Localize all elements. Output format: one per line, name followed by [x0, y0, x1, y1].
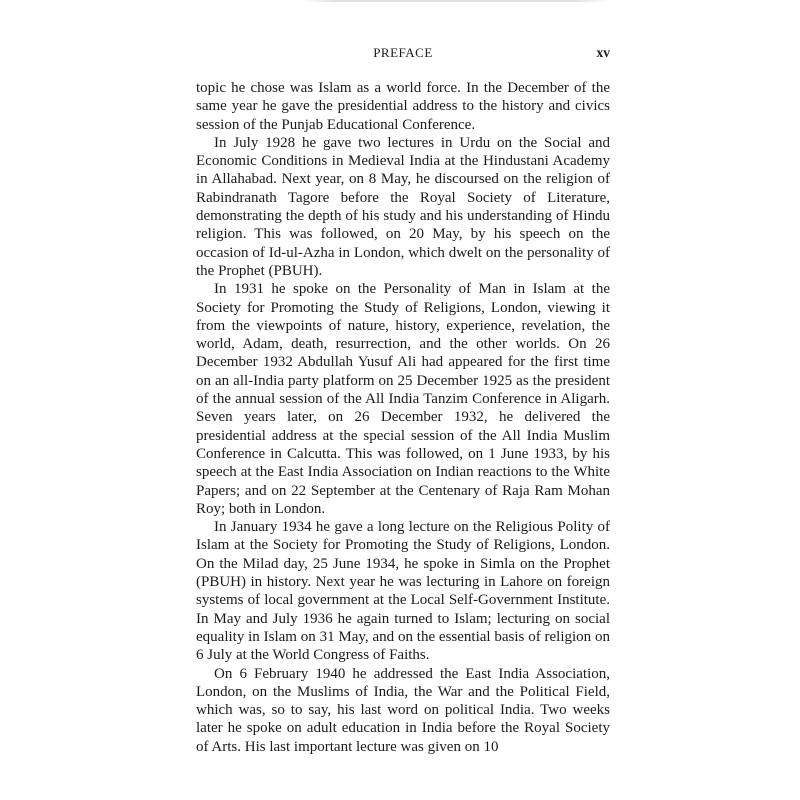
- paragraph-1934-lectures: In January 1934 he gave a long lecture on the Religious Polity of Islam at the Society for Promoting the Study of Religions, London. On the Milad day, 25 June 1934, he spoke in Simla on the Prophet (PBUH) in history. Next year he was lecturing in Lahore on foreign systems of local government at the Local Self-Government Institute. In May and July 1936 he again turned to Islam; lecturing on social equality in Islam on 31 May, and on the essential basis of religion on 6 July at the World Congress of Faiths.: [196, 519, 610, 664]
- running-head-title: PREFACE: [373, 45, 433, 60]
- paragraph-1940-lectures: On 6 February 1940 he addressed the East India Association, London, on the Muslims of India, the War and the Political Field, which was, so to say, his last word on political India. Two weeks later he spoke on adult education in India before the Royal Society of Arts. His last important lecture was given on 10: [196, 665, 610, 755]
- paragraph-1928-lectures: In July 1928 he gave two lectures in Urdu on the Social and Economic Conditions in Medieval India at the Hindustani Academy in Allahabad. Next year, on 8 May, he discoursed on the religion of Rabindranath Tagore before the Royal Society of Literature, demonstrating the depth of his study and his understanding of Hindu religion. This was followed, on 20 May, by his speech on the occasion of Id-ul-Azha in London, which dwelt on the personality of the Prophet (PBUH).: [196, 134, 610, 279]
- body-text: [196, 79, 610, 756]
- page-number: xv: [596, 45, 610, 60]
- top-edge-rule: [300, 0, 610, 2]
- running-head: [196, 45, 610, 65]
- paragraph-continued: topic he chose was Islam as a world force. In the December of the same year he gave the presidential address to the history and civics session of the Punjab Educational Conference.: [196, 80, 610, 133]
- paragraph-1931-lectures: In 1931 he spoke on the Personality of Man in Islam at the Society for Promoting the Study of Religions, London, viewing it from the viewpoints of nature, history, experience, revelation, the world, Adam, death, resurrection, and the other worlds. On 26 December 1932 Abdullah Yusuf Ali had appeared for the first time on an all-India party platform on 25 December 1925 as the president of the annual session of the All India Tanzim Conference in Aligarh. Seven years later, on 26 December 1932, he delivered the presidential address at the special session of the All India Muslim Conference in Calcutta. This was followed, on 1 June 1933, by his speech at the East India Association on Indian reactions to the White Papers; and on 22 September at the Centenary of Raja Ram Mohan Roy; both in London.: [196, 281, 610, 517]
